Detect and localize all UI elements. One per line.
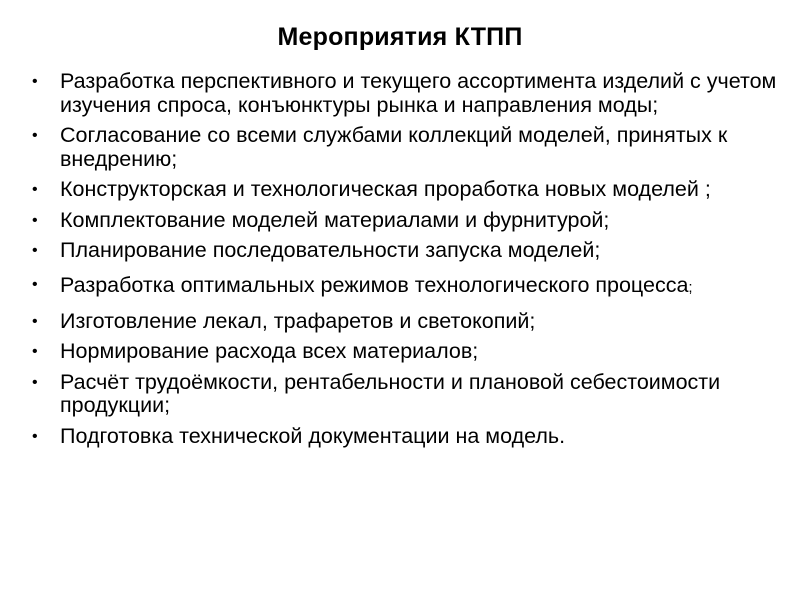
list-item-text: Конструкторская и технологическая проработка новых моделей ; xyxy=(60,177,711,201)
list-item xyxy=(28,340,788,364)
bullet-icon: • xyxy=(32,343,38,360)
list-item-text: Расчёт трудоёмкости, рентабельности и плановой себестоимости продукции; xyxy=(60,369,721,417)
list-item xyxy=(28,124,788,171)
list-item xyxy=(28,178,788,202)
list-item xyxy=(28,270,788,303)
bullet-icon: • xyxy=(32,127,38,144)
list-item-text: Согласование со всеми службами коллекций моделей, принятых к внедрению; xyxy=(60,123,728,171)
list-item-text xyxy=(60,270,788,303)
slide-title: Мероприятия КТПП xyxy=(277,23,523,51)
list-item xyxy=(28,310,788,334)
list-item-text: Изготовление лекал, трафаретов и светокопий; xyxy=(60,308,536,333)
list-item-suffix: ; xyxy=(688,278,693,296)
list-item xyxy=(28,425,788,449)
list-item-text: Комплектование моделей материалами и фурнитурой; xyxy=(60,207,610,232)
list-item-text: Подготовка технической документации на модель. xyxy=(60,423,566,448)
list-item-text: Разработка перспективного и текущего ассортимента изделий с учетом изучения спроса, конъюнктуры рынка и направления моды; xyxy=(60,69,777,117)
bullet-icon: • xyxy=(32,211,38,229)
list-item-text: Планирование последовательности запуска моделей; xyxy=(60,238,601,262)
bullet-icon: • xyxy=(32,242,38,259)
bullet-icon: • xyxy=(32,312,38,330)
list-item xyxy=(28,70,788,117)
bullet-icon: • xyxy=(32,275,38,293)
list-item xyxy=(28,371,788,418)
list-item-main-text: Разработка оптимальных режимов технологического процесса xyxy=(60,272,689,297)
list-item xyxy=(28,239,788,263)
bullet-icon: • xyxy=(32,373,38,391)
list-item xyxy=(28,209,788,233)
bullet-icon: • xyxy=(32,427,38,445)
bullet-list xyxy=(28,70,788,455)
list-item-text: Нормирование расхода всех материалов; xyxy=(60,339,479,363)
bullet-icon: • xyxy=(32,181,38,198)
bullet-icon: • xyxy=(32,73,38,90)
